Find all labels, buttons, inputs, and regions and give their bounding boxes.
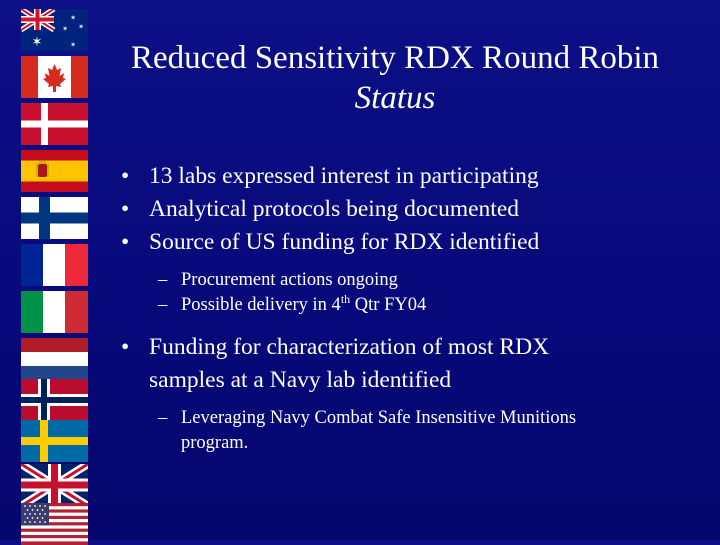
bullet-marker: •: [121, 196, 130, 222]
sub-bullet-text-line-2: program.: [181, 433, 249, 453]
sub-bullet-marker: –: [158, 408, 168, 428]
italy-flag-icon: [21, 291, 88, 333]
bullet-item: [115, 226, 715, 259]
bullet-marker: •: [121, 229, 130, 255]
sweden-flag-icon: [21, 420, 88, 462]
bullet-text: Source of US funding for RDX identified: [149, 229, 540, 255]
united-kingdom-flag-icon: [21, 464, 88, 506]
svg-text:✶: ✶: [31, 35, 43, 50]
sub-bullet-text-post: Qtr FY04: [350, 295, 427, 315]
bullet-text-line-1: Funding for characterization of most RDX: [149, 334, 550, 360]
norway-flag-icon: [21, 379, 88, 421]
bullet-marker: •: [121, 163, 130, 189]
bullet-marker: •: [121, 334, 130, 360]
netherlands-flag-icon: [21, 338, 88, 380]
sub-bullet-text-pre: Possible delivery in 4: [181, 295, 341, 315]
spain-flag-icon: [21, 150, 88, 192]
ordinal-suffix: th: [340, 292, 351, 306]
canada-flag-icon: [21, 56, 88, 98]
bullet-text: Analytical protocols being documented: [149, 196, 520, 222]
bullet-text: 13 labs expressed interest in participating: [149, 163, 539, 189]
bullet-item: [115, 193, 715, 226]
sub-bullet-item: [115, 293, 715, 318]
flag-column: [21, 9, 88, 540]
australia-flag-icon: [21, 9, 88, 51]
svg-text:✶: ✶: [70, 41, 76, 49]
bullet-text-line-2: samples at a Navy lab identified: [149, 367, 452, 393]
denmark-flag-icon: [21, 103, 88, 145]
sub-bullet-item: [115, 406, 715, 456]
svg-text:✶: ✶: [62, 25, 68, 33]
svg-text:✶: ✶: [70, 14, 76, 22]
finland-flag-icon: [21, 197, 88, 239]
sub-bullet-marker: –: [158, 270, 168, 290]
bullet-item: [115, 331, 715, 397]
united-states-flag-icon: [21, 503, 88, 545]
sub-bullet-text: Procurement actions ongoing: [181, 270, 398, 290]
sub-bullet-item: [115, 268, 715, 293]
svg-text:✶: ✶: [78, 23, 84, 31]
title-line-2: Status: [354, 80, 436, 116]
slide-title: [105, 38, 685, 118]
sub-bullet-text-line-1: Leveraging Navy Combat Safe Insensitive Munitions: [181, 408, 577, 428]
sub-bullet-marker: –: [158, 295, 168, 315]
france-flag-icon: [21, 244, 88, 286]
bullet-item: [115, 160, 715, 193]
bullet-list: [115, 160, 715, 456]
title-line-1: Reduced Sensitivity RDX Round Robin: [131, 40, 659, 76]
